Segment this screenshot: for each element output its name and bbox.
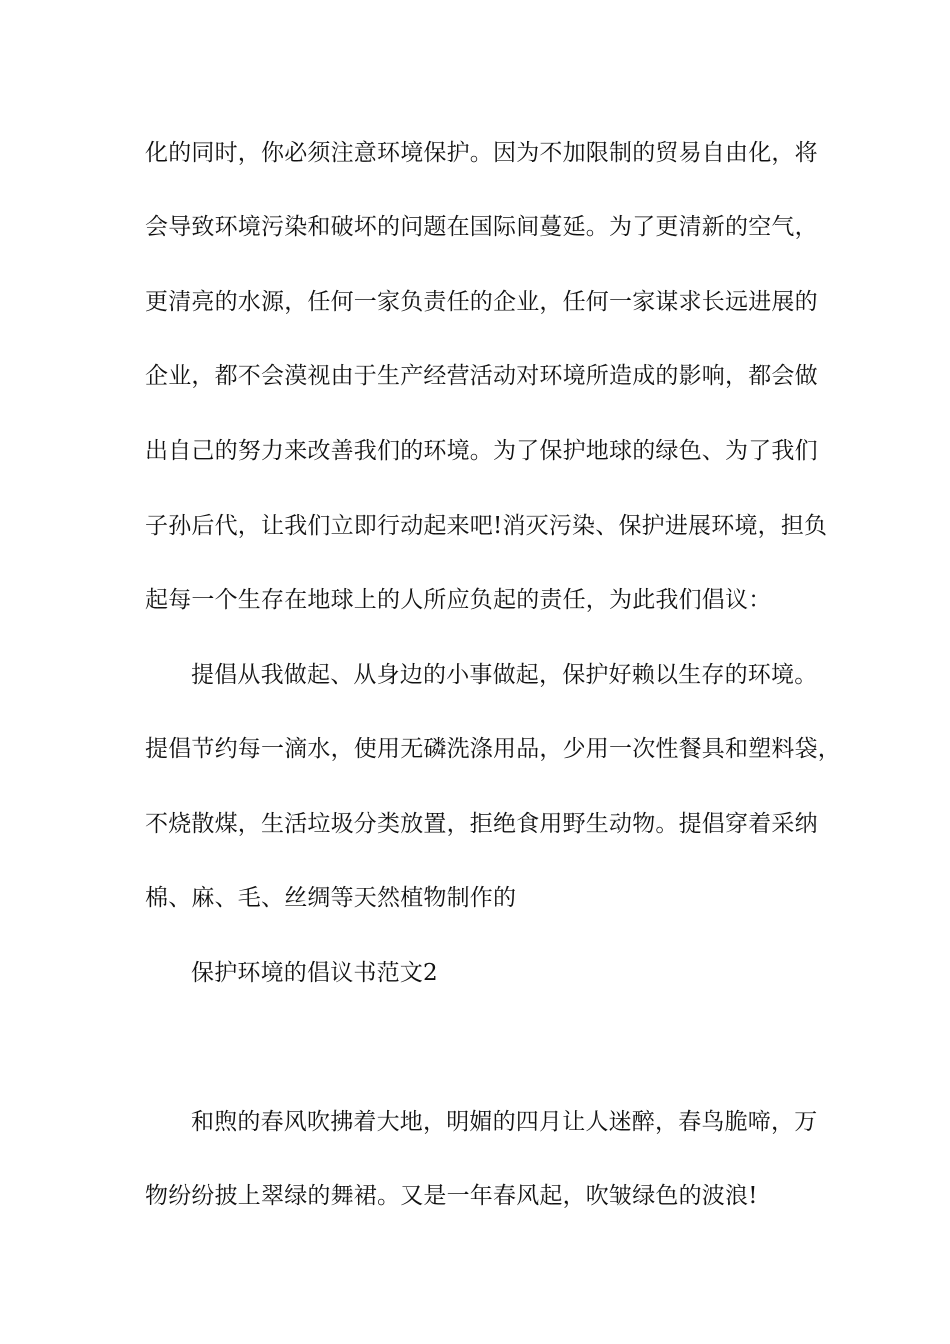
paragraph-line: 物纷纷披上翠绿的舞裙。又是一年春风起，吹皱绿色的波浪! xyxy=(145,1183,758,1209)
paragraph-line: 更清亮的水源，任何一家负责任的企业，任何一家谋求长远进展的 xyxy=(145,289,818,315)
paragraph-line: 起每一个生存在地球上的人所应负起的责任，为此我们倡议： xyxy=(145,587,772,613)
paragraph-line: 会导致环境污染和破坏的问题在国际间蔓延。为了更清新的空气， xyxy=(145,214,818,240)
paragraph-line: 化的同时，你必须注意环境保护。因为不加限制的贸易自由化，将 xyxy=(145,140,818,166)
section-title: 保护环境的倡议书范文2 xyxy=(191,960,438,986)
paragraph-line: 棉、麻、毛、丝绸等天然植物制作的 xyxy=(145,885,517,911)
paragraph-line: 不烧散煤，生活垃圾分类放置，拒绝食用野生动物。提倡穿着采纳 xyxy=(145,811,818,837)
paragraph-line: 子孙后代，让我们立即行动起来吧!消灭污染、保护进展环境，担负 xyxy=(145,513,828,539)
paragraph-line: 提倡节约每一滴水，使用无磷洗涤用品，少用一次性餐具和塑料袋， xyxy=(145,736,841,762)
paragraph-line: 提倡从我做起、从身边的小事做起，保护好赖以生存的环境。 xyxy=(191,662,818,688)
paragraph-line: 出自己的努力来改善我们的环境。为了保护地球的绿色、为了我们 xyxy=(145,438,818,464)
paragraph-line: 和煦的春风吹拂着大地，明媚的四月让人迷醉，春鸟脆啼，万 xyxy=(191,1109,818,1135)
paragraph-line: 企业，都不会漠视由于生产经营活动对环境所造成的影响，都会做 xyxy=(145,363,818,389)
